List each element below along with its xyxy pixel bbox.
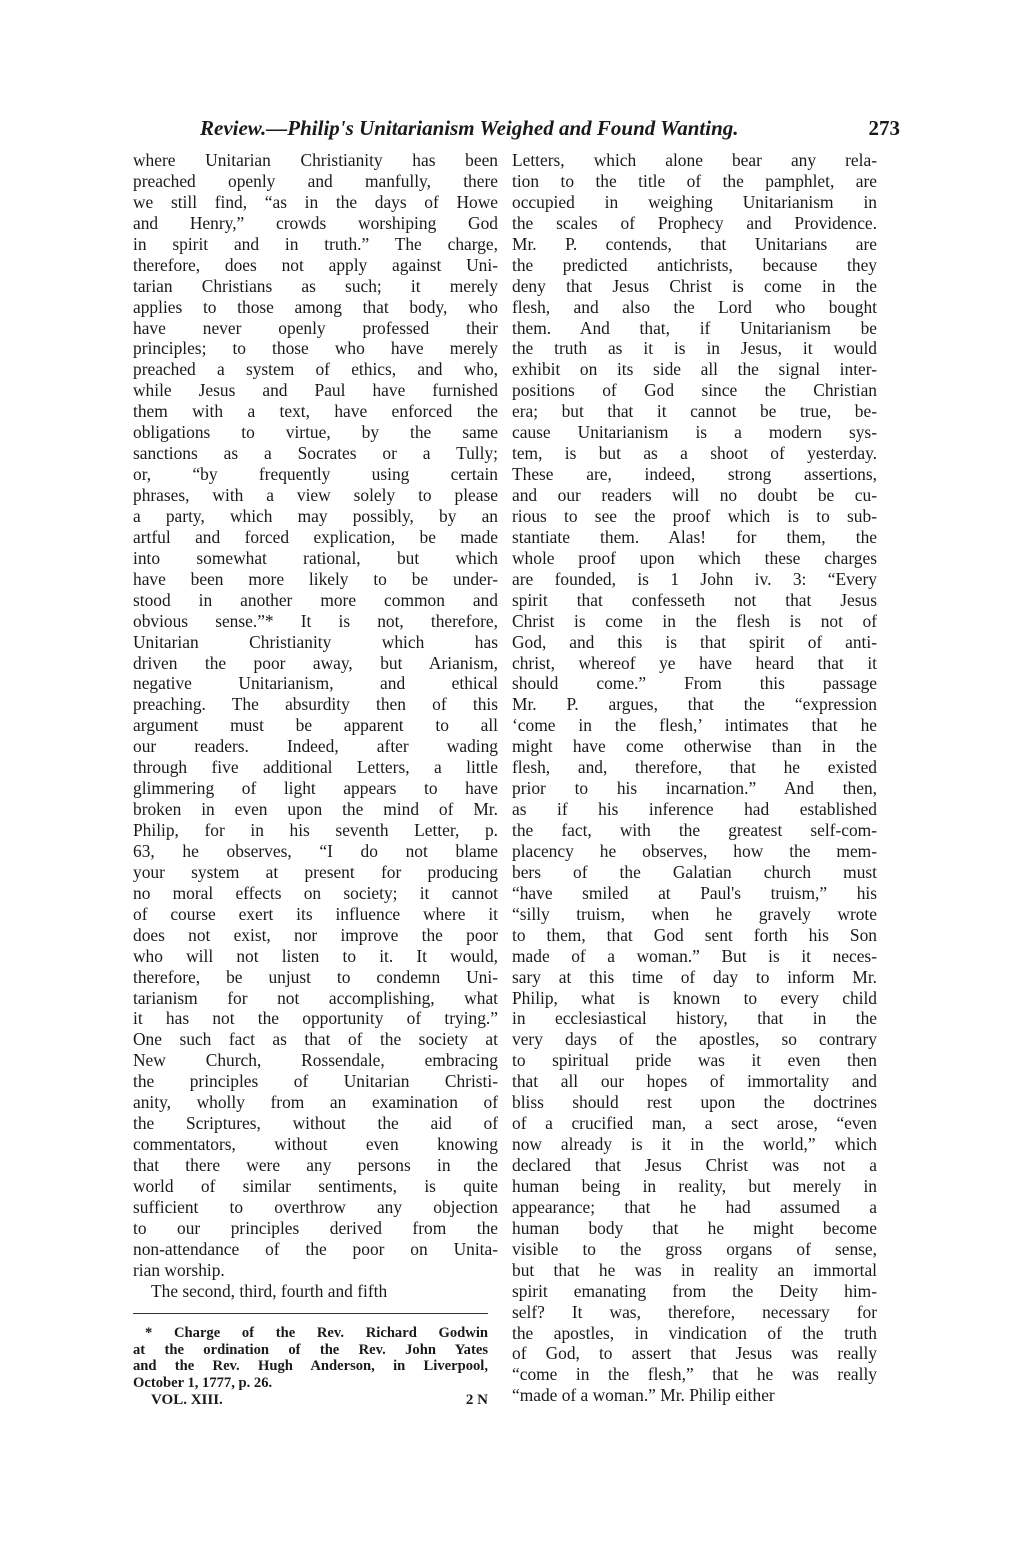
right-column-line: the fact, with the greatest self-com- <box>512 820 877 840</box>
left-column-line: through five additional Letters, a little <box>133 757 498 778</box>
right-column-line: and our readers will no doubt be cu- <box>512 485 877 505</box>
left-column-line: the Scriptures, without the aid of <box>133 1113 498 1134</box>
right-column-line: sary at this time of day to inform Mr. <box>512 966 877 987</box>
right-column-line: but that he was in reality an immortal <box>512 1259 877 1280</box>
right-column-line: “come in the flesh,” that he was really <box>512 1364 877 1385</box>
right-column-line: tion to the title of the pamphlet, are <box>512 170 877 191</box>
footnote <box>133 1325 488 1391</box>
right-column-line: as if his inference had established <box>512 799 877 820</box>
left-column-line: argument must be apparent to all <box>133 715 498 736</box>
left-column-line: 63, he observes, “I do not blame <box>133 840 498 861</box>
left-column <box>133 150 498 1302</box>
right-column-line: stantiate them. Alas! for them, the <box>512 526 877 547</box>
right-column-line: flesh, and also the Lord who bought <box>512 296 877 317</box>
right-column-line: cause Unitarianism is a modern sys- <box>512 422 877 443</box>
right-column-line: era; but that it cannot be true, be- <box>512 401 877 422</box>
right-column-line: the predicted antichrists, because they <box>512 254 877 275</box>
running-head <box>200 116 900 146</box>
right-column-line: flesh, and, therefore, that he existed <box>512 757 877 778</box>
right-column-line: These are, indeed, strong assertions, <box>512 464 877 485</box>
right-column-line: should come.” From this passage <box>512 673 877 694</box>
left-column-line: in spirit and in truth.” The charge, <box>133 233 498 254</box>
right-column-line: made of a woman.” But is it neces- <box>512 945 877 966</box>
right-column-line: human body that he might become <box>512 1217 877 1238</box>
running-head-title: Review.—Philip's Unitarianism Weighed and Found Wanting. <box>200 116 739 140</box>
left-column-line: our readers. Indeed, after wading <box>133 736 498 757</box>
left-column-line: a party, which may possibly, by an <box>133 505 498 526</box>
right-column-line: bers of the Galatian church must <box>512 861 877 882</box>
right-column-line: appearance; that he had assumed a <box>512 1196 877 1217</box>
left-column-line: applies to those among that body, who <box>133 296 498 317</box>
right-column-line: prior to his incarnation.” And then, <box>512 778 877 799</box>
left-column-line: while Jesus and Paul have furnished <box>133 380 498 401</box>
left-column-line: that there were any persons in the <box>133 1155 498 1175</box>
left-column-line: your system at present for producing <box>133 861 498 882</box>
footnote-line: at the ordination of the Rev. John Yates <box>133 1341 488 1358</box>
left-column-line: we still find, “as in the days of Howe <box>133 191 498 212</box>
right-column-line: “made of a woman.” Mr. Philip either <box>512 1385 775 1406</box>
left-column-line: world of similar sentiments, is quite <box>133 1175 498 1196</box>
left-column-line: preaching. The absurdity then of this <box>133 694 498 715</box>
left-column-line: driven the poor away, but Arianism, <box>133 652 498 673</box>
left-column-line: artful and forced explication, be made <box>133 526 498 547</box>
left-column-line: broken in even upon the mind of Mr. <box>133 799 498 820</box>
left-column-line: glimmering of light appears to have <box>133 778 498 799</box>
right-column-line: occupied in weighing Unitarianism in <box>512 191 877 212</box>
right-column-line: deny that Jesus Christ is come in the <box>512 275 877 296</box>
right-column-line: rious to see the proof which is to sub- <box>512 505 877 526</box>
left-column-line: One such fact as that of the society at <box>133 1029 498 1050</box>
right-column-line: to them, that God sent forth his Son <box>512 924 877 945</box>
right-column-line: Philip, what is known to every child <box>512 987 877 1008</box>
left-column-line: preached a system of ethics, and who, <box>133 359 498 380</box>
right-column-line: visible to the gross organs of sense, <box>512 1238 877 1259</box>
left-column-line: obvious sense.”* It is not, therefore, <box>133 610 498 631</box>
right-column-line: spirit that confesseth not that Jesus <box>512 589 877 610</box>
right-column-line: now already is it in the world,” which <box>512 1134 877 1155</box>
right-column-line: to spiritual pride was it even then <box>512 1050 877 1071</box>
left-column-line: therefore, does not apply against Uni- <box>133 254 498 275</box>
left-column-line: does not exist, nor improve the poor <box>133 924 498 945</box>
right-column-line: self? It was, therefore, necessary for <box>512 1301 877 1322</box>
right-column-line: God, and this is that spirit of anti- <box>512 631 877 652</box>
left-column-line: it has not the opportunity of trying.” <box>133 1008 498 1029</box>
right-column-line: human being in reality, but merely in <box>512 1175 877 1196</box>
footnote-line: * Charge of the Rev. Richard Godwin <box>145 1325 488 1341</box>
right-column-line: the truth as it is in Jesus, it would <box>512 338 877 359</box>
left-column-line: stood in another more common and <box>133 589 498 610</box>
right-column-line: Letters, which alone bear any rela- <box>512 150 877 170</box>
left-column-line: no moral effects on society; it cannot <box>133 882 498 903</box>
right-column-line: declared that Jesus Christ was not a <box>512 1155 877 1175</box>
left-column-line: them with a text, have enforced the <box>133 401 498 422</box>
signature-line <box>133 1392 488 1412</box>
left-column-line: have been more likely to be under- <box>133 568 498 589</box>
right-column-line: Christ is come in the flesh is not of <box>512 610 877 631</box>
right-column-line: ‘come in the flesh,’ intimates that he <box>512 715 877 736</box>
left-column-line: The second, third, fourth and fifth <box>151 1280 388 1301</box>
left-column-line: non-attendance of the poor on Unita- <box>133 1238 498 1259</box>
right-column-line: tem, is but as a shoot of yesterday. <box>512 443 877 464</box>
left-column-line: the principles of Unitarian Christi- <box>133 1071 498 1092</box>
right-column-line: of a crucified man, a sect arose, “even <box>512 1113 877 1134</box>
right-column-line: that all our hopes of immortality and <box>512 1071 877 1092</box>
right-column-line: exhibit on its side all the signal inter- <box>512 359 877 380</box>
left-column-line: where Unitarian Christianity has been <box>133 150 498 170</box>
right-column-line: positions of God since the Christian <box>512 380 877 401</box>
left-column-line: or, “by frequently using certain <box>133 464 498 485</box>
right-column-line: very days of the apostles, so contrary <box>512 1029 877 1050</box>
left-column-line: negative Unitarianism, and ethical <box>133 673 498 694</box>
right-column-line: Mr. P. argues, that the “expression <box>512 694 877 715</box>
right-column-line: “have smiled at Paul's truism,” his <box>512 882 877 903</box>
right-column-line: them. And that, if Unitarianism be <box>512 317 877 338</box>
left-column-line: sanctions as a Socrates or a Tully; <box>133 443 498 464</box>
right-column-line: “silly truism, when he gravely wrote <box>512 903 877 924</box>
right-column-line: the scales of Prophecy and Providence. <box>512 212 877 233</box>
right-column-line: spirit emanating from the Deity him- <box>512 1280 877 1301</box>
footnote-line: October 1, 1777, p. 26. <box>133 1374 273 1391</box>
left-column-line: Philip, for in his seventh Letter, p. <box>133 820 498 840</box>
right-column-line: might have come otherwise than in the <box>512 736 877 757</box>
right-column-line: placency he observes, how the mem- <box>512 840 877 861</box>
right-column-line: are founded, is 1 John iv. 3: “Every <box>512 568 877 589</box>
volume-label: VOL. XIII. <box>151 1392 223 1408</box>
left-column-line: who will not listen to it. It would, <box>133 945 498 966</box>
right-column-line: in ecclesiastical history, that in the <box>512 1008 877 1029</box>
left-column-line: tarianism for not accomplishing, what <box>133 987 498 1008</box>
left-column-line: preached openly and manfully, there <box>133 170 498 191</box>
left-column-line: tarian Christians as such; it merely <box>133 275 498 296</box>
right-column-line: the apostles, in vindication of the truth <box>512 1322 877 1343</box>
footnote-rule <box>133 1313 488 1314</box>
right-column-line: bliss should rest upon the doctrines <box>512 1092 877 1113</box>
left-column-line: anity, wholly from an examination of <box>133 1092 498 1113</box>
footnote-line: and the Rev. Hugh Anderson, in Liverpool, <box>133 1358 488 1375</box>
left-column-line: principles; to those who have merely <box>133 338 498 359</box>
left-column-line: into somewhat rational, but which <box>133 547 498 568</box>
left-column-line: therefore, be unjust to condemn Uni- <box>133 966 498 987</box>
signature-mark: 2 N <box>465 1392 488 1408</box>
left-column-line: obligations to virtue, by the same <box>133 422 498 443</box>
left-column-line: to our principles derived from the <box>133 1217 498 1238</box>
left-column-line: of course exert its influence where it <box>133 903 498 924</box>
page-number: 273 <box>868 116 900 140</box>
right-column-line: of God, to assert that Jesus was really <box>512 1343 877 1364</box>
left-column-line: sufficient to overthrow any objection <box>133 1196 498 1217</box>
right-column-line: christ, whereof ye have heard that it <box>512 652 877 673</box>
left-column-line: Unitarian Christianity which has <box>133 631 498 652</box>
left-column-line: have never openly professed their <box>133 317 498 338</box>
left-column-line: New Church, Rossendale, embracing <box>133 1050 498 1071</box>
right-column-line: whole proof upon which these charges <box>512 547 877 568</box>
left-column-line: and Henry,” crowds worshiping God <box>133 212 498 233</box>
left-column-line: commentators, without even knowing <box>133 1134 498 1155</box>
right-column <box>512 150 877 1406</box>
left-column-line: phrases, with a view solely to please <box>133 485 498 505</box>
right-column-line: Mr. P. contends, that Unitarians are <box>512 233 877 254</box>
left-column-line: rian worship. <box>133 1259 225 1280</box>
